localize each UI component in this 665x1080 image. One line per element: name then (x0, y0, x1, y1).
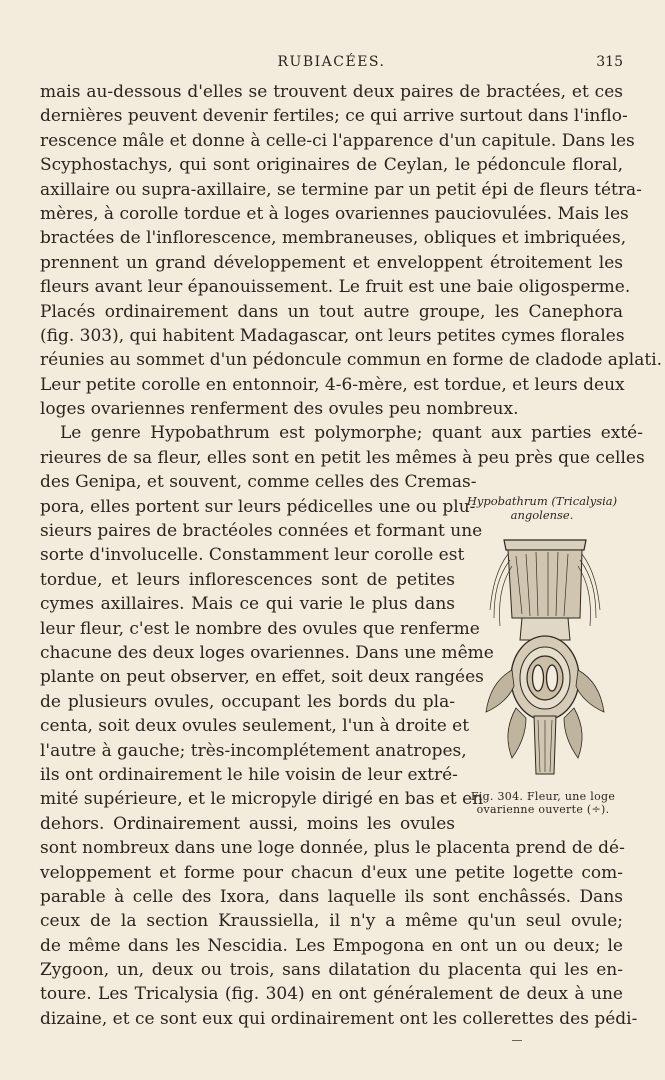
text-line: réunies au sommet d'un pédoncule commun en forme de cladode aplati. (40, 350, 663, 371)
text-line: bractées de l'inflorescence, membraneuses, obliques et imbriquées, (40, 228, 627, 249)
text-line: sieurs paires de bractéoles connées et formant une (40, 521, 483, 542)
text-line: rescence mâle et donne à celle-ci l'apparence d'un capitule. Dans les (40, 130, 635, 151)
text-line: centa, soit deux ovules seulement, l'un à droite et (40, 716, 470, 737)
text-line: plante on peut observer, en effet, soit deux rangées (40, 667, 484, 688)
text-line: Scyphostachys, qui sont originaires de Ceylan, le pédoncule floral, (40, 155, 623, 176)
text-line: rieures de sa fleur, elles sont en petit les mêmes à peu près que celles (40, 447, 645, 468)
text-line: sont nombreux dans une loge donnée, plus le placenta prend de dé- (40, 838, 625, 859)
text-line: sorte d'involucelle. Constamment leur corolle est (40, 545, 465, 566)
figure-caption-line: ovarienne ouverte (÷). (476, 803, 610, 816)
figure-title-line: angolense. (510, 508, 574, 522)
text-line: prennent un grand développement et enveloppent étroitement les (40, 252, 623, 273)
page-number: 315 (596, 54, 623, 70)
text-line: Leur petite corolle en entonnoir, 4-6-mère, est tordue, et leurs deux (40, 374, 625, 395)
text-line: de même dans les Nescidia. Les Empogona en ont un ou deux; le (40, 935, 623, 956)
text-line: dehors. Ordinairement aussi, moins les ovules (40, 813, 455, 834)
text-line: ceux de la section Kraussiella, il n'y a même qu'un seul ovule; (40, 911, 623, 932)
text-line: Placés ordinairement dans un tout autre groupe, les Canephora (40, 301, 623, 322)
flower-longitudinal-section-icon (486, 540, 604, 774)
page-header (40, 54, 623, 76)
text-line: Zygoon, un, deux ou trois, sans dilatation du placenta qui les en- (40, 960, 623, 981)
running-title: RUBIACÉES. (277, 54, 386, 70)
text-line: leur fleur, c'est le nombre des ovules que renferme (40, 618, 480, 639)
text-line: mité supérieure, et le micropyle dirigé en bas et en (40, 789, 484, 810)
text-line: dizaine, et ce sont eux qui ordinairement ont les collerettes des pédi- (40, 1008, 638, 1029)
text-line: toure. Les Tricalysia (fig. 304) en ont généralement de deux à une (40, 984, 623, 1005)
text-line: de plusieurs ovules, occupant les bords du pla- (40, 691, 455, 712)
text-line: loges ovariennes renferment des ovules peu nombreux. (40, 399, 519, 420)
text-line: veloppement et forme pour chacun d'eux une petite logette com- (40, 862, 623, 883)
text-line: chacune des deux loges ovariennes. Dans une même (40, 642, 494, 663)
text-line: dernières peuvent devenir fertiles; ce qui arrive surtout dans l'inflo- (40, 106, 628, 127)
text-line: axillaire ou supra-axillaire, se termine par un petit épi de fleurs tétra- (40, 179, 642, 200)
figure-caption (467, 790, 619, 816)
flower-section-figure (482, 530, 608, 775)
text-line: tordue, et leurs inflorescences sont de petites (40, 569, 455, 590)
text-line: parable à celle des Ixora, dans laquelle ils sont enchâssés. Dans (40, 886, 623, 907)
text-line: mais au-dessous d'elles se trouvent deux paires de bractées, et ces (40, 82, 623, 102)
text-line: fleurs avant leur épanouissement. Le fruit est une baie oligosperme. (40, 277, 631, 298)
text-line: ils ont ordinairement le hile voisin de leur extré- (40, 764, 458, 785)
text-line: l'autre à gauche; très-incomplétement anatropes, (40, 740, 467, 761)
text-line: pora, elles portent sur leurs pédicelles une ou plu- (40, 496, 476, 517)
text-line: (fig. 303), qui habitent Madagascar, ont leurs petites cymes florales (40, 325, 625, 346)
figure-title (466, 494, 618, 522)
text-line: cymes axillaires. Mais ce qui varie le plus dans (40, 594, 455, 615)
figure-title-line: Hypobathrum (Tricalysia) (466, 494, 618, 508)
text-line: mères, à corolle tordue et à loges ovariennes pauciovulées. Mais les (40, 203, 629, 224)
text-line: des Genipa, et souvent, comme celles des Cremas- (40, 472, 477, 493)
text-line: Le genre Hypobathrum est polymorphe; quant aux parties exté- (60, 423, 643, 444)
figure-caption-line: Fig. 304. Fleur, une loge (470, 790, 616, 803)
printer-mark (512, 1040, 522, 1041)
